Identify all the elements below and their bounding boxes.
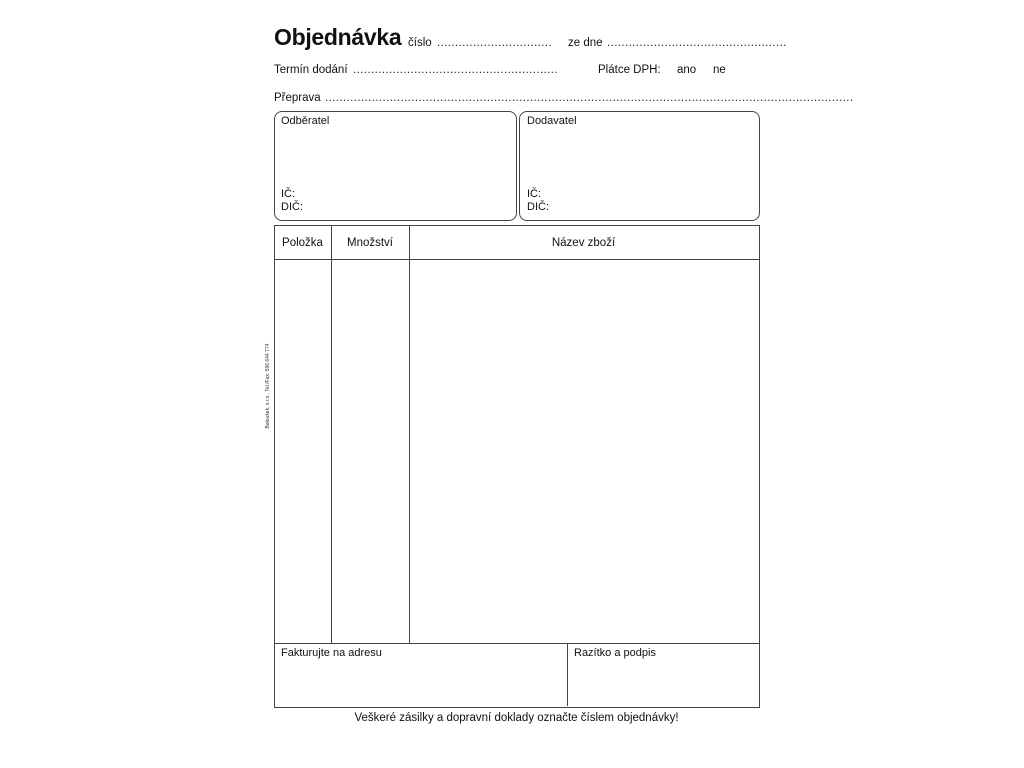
delivery-term-input[interactable] <box>353 63 535 77</box>
printer-imprint: Baloušek, s.r.o., Tel./Fax: 596 644 774 <box>265 343 271 429</box>
vat-yes-option[interactable]: ano <box>677 64 697 76</box>
goods-name-column-input[interactable] <box>413 264 754 639</box>
item-column-input[interactable] <box>278 264 328 639</box>
order-date-label: ze dne <box>568 37 603 49</box>
billing-address-input[interactable] <box>281 662 562 702</box>
quantity-column-input[interactable] <box>335 264 405 639</box>
supplier-box <box>519 111 760 221</box>
supplier-dic-label: DIČ: <box>527 201 549 213</box>
customer-address-input[interactable] <box>281 130 507 186</box>
vat-no-option[interactable]: ne <box>713 64 726 76</box>
footer-column-divider <box>567 643 568 706</box>
table-header-divider <box>274 259 759 260</box>
transport-field[interactable] <box>325 91 759 105</box>
transport-label: Přeprava <box>274 92 321 104</box>
order-number-input[interactable] <box>437 36 537 50</box>
vat-payer-label: Plátce DPH: <box>598 64 661 76</box>
transport-input[interactable] <box>325 91 759 105</box>
column-header-goods-name: Název zboží <box>551 237 616 249</box>
column-header-item: Položka <box>282 237 323 249</box>
transport-dots: ................................................................................................................................................... <box>325 92 854 104</box>
delivery-term-field[interactable] <box>353 63 535 77</box>
supplier-ic-label: IČ: <box>527 188 542 200</box>
column-header-quantity: Množství <box>346 237 393 249</box>
stamp-signature-label: Razítko a podpis <box>574 647 656 659</box>
supplier-address-input[interactable] <box>527 130 751 186</box>
form-title: Objednávka <box>274 24 402 50</box>
order-number-dots: ................................ <box>437 37 553 49</box>
footer-note: Veškeré zásilky a dopravní doklady označte číslem objednávky! <box>354 712 679 724</box>
footer-divider <box>274 643 759 644</box>
customer-ic-label: IČ: <box>281 188 296 200</box>
delivery-term-dots: ......................................................... <box>353 64 558 76</box>
customer-box <box>274 111 517 221</box>
column-divider-2 <box>409 225 410 644</box>
column-divider-1 <box>331 225 332 644</box>
order-number-label: číslo <box>408 37 432 49</box>
supplier-heading: Dodavatel <box>527 115 577 127</box>
order-date-dots: .................................................. <box>607 37 787 49</box>
delivery-term-label: Termín dodání <box>274 64 348 76</box>
order-date-input[interactable] <box>607 36 759 50</box>
order-date-field[interactable] <box>607 36 759 50</box>
customer-heading: Odběratel <box>281 115 330 127</box>
order-number-field[interactable] <box>437 36 537 50</box>
customer-dic-label: DIČ: <box>281 201 303 213</box>
billing-address-label: Fakturujte na adresu <box>281 647 382 659</box>
